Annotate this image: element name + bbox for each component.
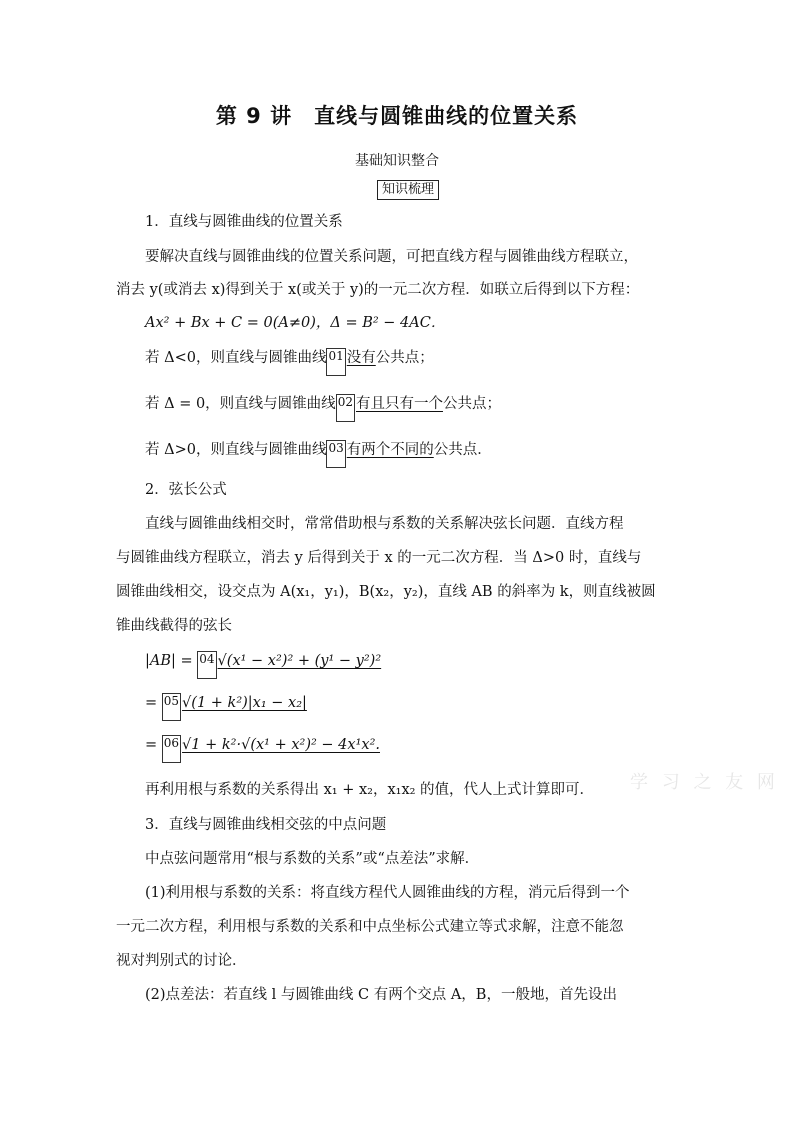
case-text: 若 Δ = 0，则直线与圆锥曲线 [145,396,336,412]
formula-line-1 [145,651,381,679]
paragraph-line: 一元二次方程，利用根与系数的关系和中点坐标公式建立等式求解，注意不能忽 [116,919,624,935]
case-line-2 [145,394,501,422]
case-text: 公共点； [375,350,434,366]
blank-number-box: 04 [197,651,216,679]
blank-number-box: 05 [162,693,181,721]
blank-number-box: 06 [162,735,181,763]
heading-3: 3．直线与圆锥曲线相交弦的中点问题 [145,817,387,833]
answer-text: 没有 [346,350,376,366]
paragraph-line: 与圆锥曲线方程联立，消去 y 后得到关于 x 的一元二次方程．当 Δ>0 时，直线与 [116,550,642,566]
section-subtitle: 基础知识整合 [355,153,439,169]
formula-lhs: |AB| = [145,653,198,669]
page-title: 第 9 讲 直线与圆锥曲线的位置关系 [215,104,579,128]
paragraph-line: 视对判别式的讨论． [116,953,247,969]
paragraph-line: 锥曲线截得的弦长 [116,618,232,634]
paragraph-line: 要解决直线与圆锥曲线的位置关系问题，可把直线方程与圆锥曲线方程联立， [145,249,638,265]
case-line-3 [145,440,492,468]
paragraph-line: 中点弦问题常用“根与系数的关系”或“点差法”求解． [145,851,480,867]
case-text: 若 Δ>0，则直线与圆锥曲线 [145,442,327,458]
heading-2: 2．弦长公式 [145,482,227,498]
blank-number-box: 03 [326,440,345,468]
answer-text: 有且只有一个 [355,396,443,412]
case-line-1 [145,348,434,376]
formula-expression: √(1 + k²)|x₁ − x₂| [182,695,307,711]
paragraph-line: 直线与圆锥曲线相交时，常常借助根与系数的关系解决弦长问题．直线方程 [145,516,624,532]
formula-line-3 [145,735,380,763]
formula-line-2 [145,693,307,721]
paragraph-line: 再利用根与系数的关系得出 x₁ + x₂，x₁x₂ 的值，代人上式计算即可． [145,782,595,798]
heading-1: 1．直线与圆锥曲线的位置关系 [145,214,343,230]
formula-lhs: = [145,695,162,711]
case-text: 若 Δ<0，则直线与圆锥曲线 [145,350,327,366]
formula-expression: √(x¹ − x²)² + (y¹ − y²)² [217,653,382,669]
watermark: 学 习 之 友 网 [630,772,779,793]
case-text: 公共点； [442,396,501,412]
case-text: 公共点． [433,442,492,458]
paragraph-line: 圆锥曲线相交，设交点为 A(x₁，y₁)，B(x₂，y₂)，直线 AB 的斜率为 k，则直线被圆 [116,584,656,600]
paragraph-line: (1)利用根与系数的关系：将直线方程代人圆锥曲线的方程，消元后得到一个 [145,885,630,901]
paragraph-line: (2)点差法：若直线 l 与圆锥曲线 C 有两个交点 A，B，一般地，首先设出 [145,987,617,1003]
paragraph-line: 消去 y(或消去 x)得到关于 x(或关于 y)的一元二次方程．如联立后得到以下方程： [116,282,640,298]
formula-lhs: = [145,737,162,753]
answer-text: 有两个不同的 [346,442,434,458]
equation-line: Ax² + Bx + C = 0(A≠0)，Δ = B² − 4AC． [145,315,446,331]
formula-expression: √1 + k²·√(x¹ + x²)² − 4x¹x². [182,737,380,753]
blank-number-box: 01 [326,348,345,376]
blank-number-box: 02 [336,394,355,422]
section-tag: 知识梳理 [377,180,439,200]
